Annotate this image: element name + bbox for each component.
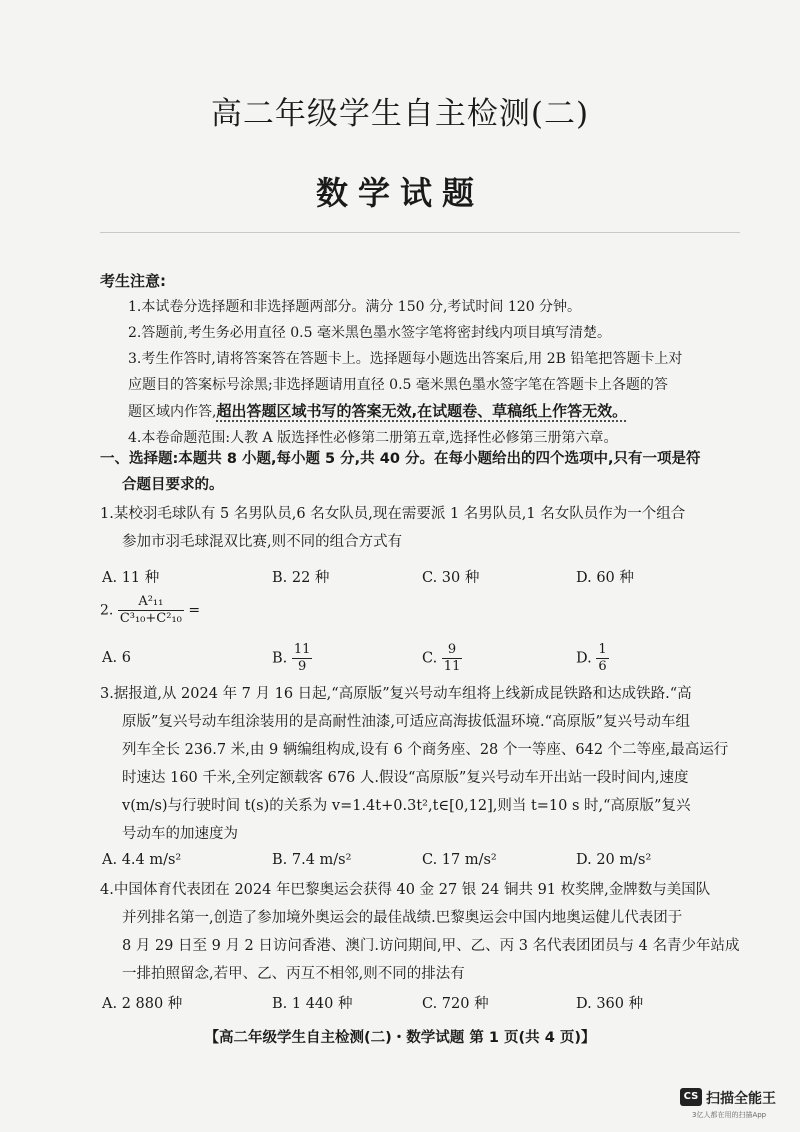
section-1-line-1: 一、选择题:本题共 8 小题,每小题 5 分,共 40 分。在每小题给出的四个选项中,只有一项是符 [100, 451, 701, 467]
candidate-notice [100, 268, 740, 451]
q3-line-4: 时速达 160 千米,全列定额载客 676 人.假设“高原版”复兴号动车开出站一段时间内,速度 [122, 770, 689, 786]
q3-option-c: C. 17 m/s² [422, 852, 497, 868]
q2-options [100, 642, 740, 678]
notice-item-1: 1.本试卷分选择题和非选择题两部分。满分 150 分,考试时间 120 分钟。 [128, 299, 582, 315]
q3-line-3: 列车全长 236.7 米,由 9 辆编组构成,设有 6 个商务座、28 个一等座、642 个二等座,最高运行 [122, 742, 729, 758]
question-2 [100, 594, 740, 627]
q2-fraction [118, 594, 184, 627]
exam-title: 高二年级学生自主检测(二) [210, 96, 590, 132]
q1-options [100, 566, 740, 596]
q4-option-b: B. 1 440 种 [272, 996, 353, 1012]
q2-option-c-fraction [442, 642, 463, 675]
q4-option-c: C. 720 种 [422, 996, 489, 1012]
scanner-logo-icon: CS [680, 1088, 702, 1106]
scanner-watermark [680, 1088, 790, 1124]
q4-line-3: 8 月 29 日至 9 月 2 日访问香港、澳门.访问期间,甲、乙、丙 3 名代表团团员与 4 名青少年站成 [122, 938, 740, 954]
q2-option-c-den: 11 [443, 659, 461, 674]
q2-equals: = [188, 602, 201, 619]
q2-option-d-label: D. [576, 650, 592, 667]
notice-heading: 考生注意: [100, 272, 166, 290]
notice-item-3a: 3.考生作答时,请将答案答在答题卡上。选择题每小题选出答案后,用 2B 铅笔把答题卡上对 [128, 351, 683, 367]
page-footer: 【高二年级学生自主检测(二)・数学试题 第 1 页(共 4 页)】 [204, 1030, 596, 1046]
question-1 [100, 500, 740, 556]
q3-line-5: v(m/s)与行驶时间 t(s)的关系为 v=1.4t+0.3t²,t∈[0,12],则当 t=10 s 时,“高原版”复兴 [122, 798, 691, 814]
q1-option-c: C. 30 种 [422, 570, 480, 586]
scanner-tagline: 3亿人都在用的扫描App [692, 1111, 767, 1119]
q3-line-1: 3.据报道,从 2024 年 7 月 16 日起,“高原版”复兴号动车组将上线新成昆铁路和达成铁路.“高 [100, 686, 692, 702]
q4-option-d: D. 360 种 [576, 996, 644, 1012]
q3-line-6: 号动车的加速度为 [122, 826, 238, 842]
q2-option-b-fraction [292, 642, 313, 675]
q2-option-b [272, 642, 312, 675]
q4-line-1: 4.中国体育代表团在 2024 年巴黎奥运会获得 40 金 27 银 24 铜共 91 枚奖牌,金牌数与美国队 [100, 882, 711, 898]
q2-option-b-den: 9 [298, 659, 307, 674]
q3-option-b: B. 7.4 m/s² [272, 852, 352, 868]
q2-option-b-label: B. [272, 650, 288, 667]
section-1-line-2: 合题目要求的。 [122, 477, 224, 493]
q4-options [100, 992, 740, 1022]
question-4 [100, 876, 740, 988]
q1-line-2: 参加市羽毛球混双比赛,则不同的组合方式有 [122, 534, 403, 550]
q2-option-a: A. 6 [102, 650, 131, 666]
divider [100, 232, 740, 233]
scanner-app-name: 扫描全能王 [706, 1091, 776, 1107]
q2-option-d-fraction [596, 642, 608, 675]
q2-option-d-num: 1 [598, 642, 607, 657]
q2-option-c-num: 9 [442, 642, 463, 659]
q2-option-d [576, 642, 609, 675]
q4-option-a: A. 2 880 种 [102, 996, 183, 1012]
notice-item-3b: 应题目的答案标号涂黑;非选择题请用直径 0.5 毫米黑色墨水签字笔在答题卡上各题的答 [128, 377, 668, 393]
notice-emphasis: 超出答题区域书写的答案无效,在试题卷、草稿纸上作答无效。 [216, 402, 628, 420]
notice-item-2: 2.答题前,考生务必用直径 0.5 毫米黑色墨水签字笔将密封线内项目填写清楚。 [128, 325, 611, 341]
exam-subtitle: 数学试题 [315, 174, 484, 212]
q4-line-2: 并列排名第一,创造了参加境外奥运会的最佳战绩.巴黎奥运会中国内地奥运健儿代表团于 [122, 910, 683, 926]
q2-option-c-label: C. [422, 650, 438, 667]
q1-option-a: A. 11 种 [102, 570, 160, 586]
q1-option-d: D. 60 种 [576, 570, 634, 586]
q4-line-4: 一排拍照留念,若甲、乙、丙互不相邻,则不同的排法有 [122, 966, 465, 982]
notice-item-3c [100, 398, 740, 425]
q2-denominator: C³₁₀+C²₁₀ [119, 611, 182, 626]
q2-label: 2. [100, 602, 114, 619]
q2-option-d-den: 6 [598, 659, 607, 674]
q1-option-b: B. 22 种 [272, 570, 330, 586]
q3-option-a: A. 4.4 m/s² [102, 852, 182, 868]
q2-numerator: A²₁₁ [118, 594, 184, 611]
q1-line-1: 1.某校羽毛球队有 5 名男队员,6 名女队员,现在需要派 1 名男队员,1 名女队员作为一个组合 [100, 506, 686, 522]
notice-item-3c-pre: 题区域内作答, [128, 404, 217, 420]
section-1-heading [100, 446, 740, 498]
question-3 [100, 680, 740, 848]
q2-option-c [422, 642, 462, 675]
notice-item-4: 4.本卷命题范围:人教 A 版选择性必修第二册第五章,选择性必修第三册第六章。 [128, 430, 618, 446]
q3-option-d: D. 20 m/s² [576, 852, 652, 868]
q2-option-b-num: 11 [293, 642, 311, 657]
q3-line-2: 原版”复兴号动车组涂装用的是高耐性油漆,可适应高海拔低温环境.“高原版”复兴号动车组 [122, 714, 690, 730]
